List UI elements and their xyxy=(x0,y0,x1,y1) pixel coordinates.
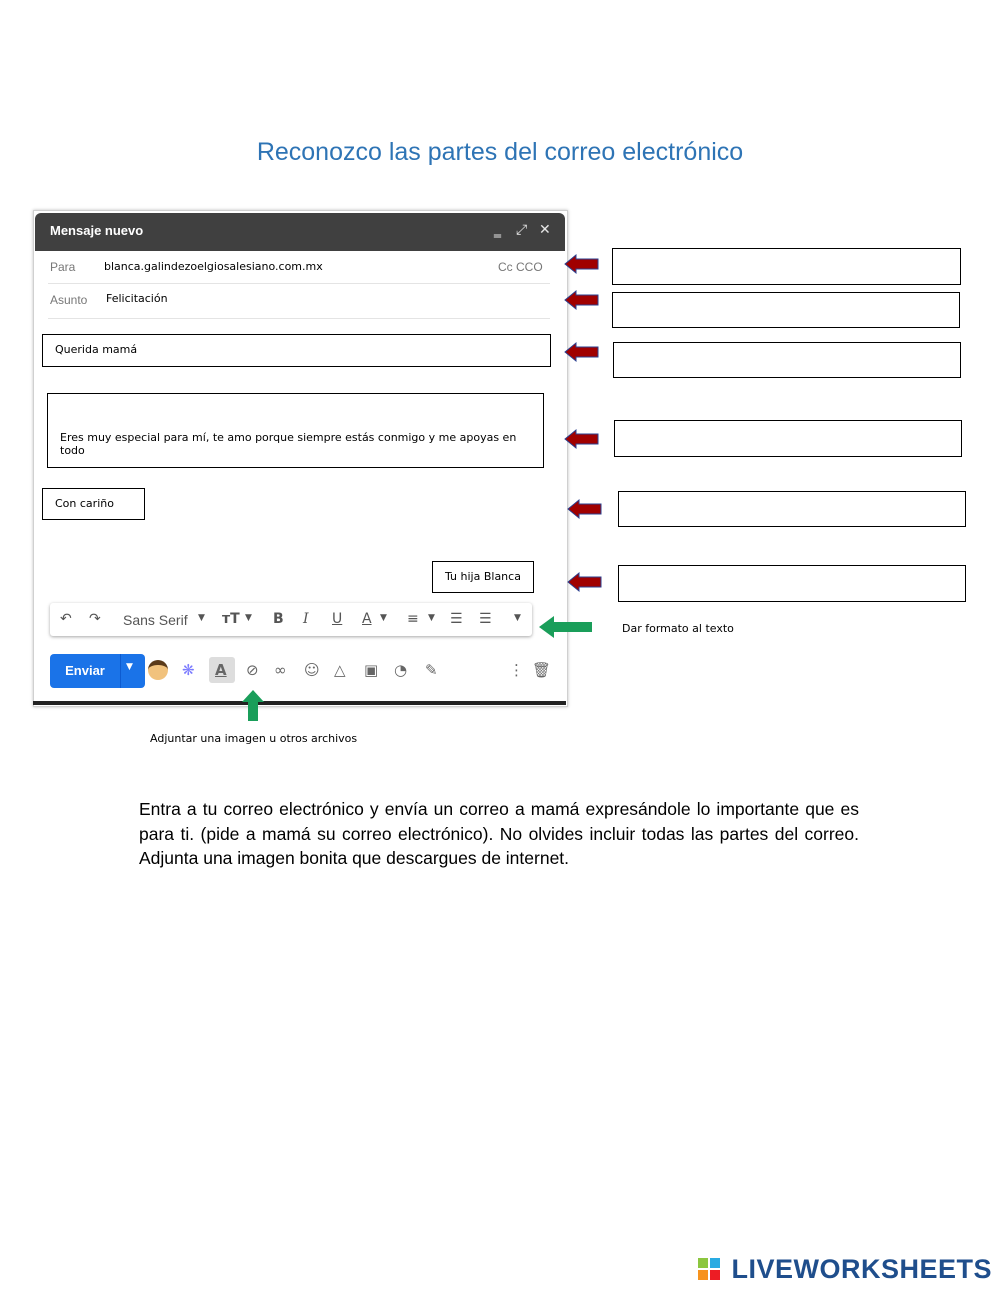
redo-icon[interactable]: ↷ xyxy=(89,611,101,627)
subject-field[interactable]: Felicitación xyxy=(106,292,168,305)
compose-bottom-border xyxy=(33,701,566,705)
close-icon[interactable]: ✕ xyxy=(539,222,551,238)
chevron-down-icon[interactable]: ▼ xyxy=(428,613,435,623)
underline-icon[interactable]: U xyxy=(332,611,343,627)
red-arrow xyxy=(565,255,598,273)
bulleted-list-icon[interactable]: ☰ xyxy=(479,611,492,627)
greeting-box: Querida mamá xyxy=(42,334,551,367)
more-options-icon[interactable]: ⋮ xyxy=(509,661,524,679)
format-text-icon[interactable]: A xyxy=(215,661,227,679)
red-arrow xyxy=(565,430,598,448)
image-icon[interactable]: ▣ xyxy=(364,661,379,679)
chevron-down-icon[interactable]: ▼ xyxy=(198,613,205,623)
answer-box-1[interactable] xyxy=(612,248,961,285)
green-arrow-up xyxy=(240,688,266,724)
compose-header-title: Mensaje nuevo xyxy=(50,223,144,238)
red-arrow xyxy=(568,500,601,518)
chevron-down-icon[interactable]: ▼ xyxy=(380,613,387,623)
cc-bcc-link[interactable]: Cc CCO xyxy=(498,260,543,274)
signature-pen-icon[interactable]: ✎ xyxy=(425,661,438,679)
avatar[interactable] xyxy=(148,660,168,680)
chevron-down-icon[interactable]: ▼ xyxy=(245,613,252,623)
divider xyxy=(120,654,121,688)
emoji-icon[interactable]: ☺ xyxy=(304,661,320,679)
to-field[interactable]: blanca.galindezoelgiosalesiano.com.mx xyxy=(104,260,323,273)
format-text-label: Dar formato al texto xyxy=(622,622,734,635)
send-button-label[interactable]: Enviar xyxy=(65,663,105,678)
to-label: Para xyxy=(50,260,76,274)
trash-icon[interactable]: 🗑 xyxy=(532,661,552,679)
red-arrow xyxy=(568,573,601,591)
closing-box: Con cariño xyxy=(42,488,145,520)
red-arrow xyxy=(565,291,598,309)
attach-label: Adjuntar una imagen u otros archivos xyxy=(150,732,358,745)
divider xyxy=(48,318,550,319)
link-icon[interactable]: ∞ xyxy=(274,661,287,679)
answer-box-5[interactable] xyxy=(618,491,966,527)
align-icon[interactable]: ≡ xyxy=(407,611,419,627)
liveworksheets-logo: LIVEWORKSHEETS xyxy=(731,1254,992,1284)
answer-box-2[interactable] xyxy=(612,292,960,328)
numbered-list-icon[interactable]: ☰ xyxy=(450,611,463,627)
answer-box-4[interactable] xyxy=(614,420,962,457)
answer-box-6[interactable] xyxy=(618,565,966,602)
green-arrow-right xyxy=(536,614,596,640)
minimize-icon[interactable]: ‗ xyxy=(494,222,501,238)
confidential-icon[interactable]: ◔ xyxy=(394,661,408,679)
sparkle-icon[interactable]: ❋ xyxy=(182,661,195,679)
send-options-icon[interactable]: ▼ xyxy=(126,662,133,672)
page-title: Reconozco las partes del correo electrónico xyxy=(256,138,744,166)
liveworksheets-logo-icon xyxy=(698,1258,720,1280)
divider xyxy=(48,283,550,284)
font-selector[interactable]: Sans Serif xyxy=(123,612,188,628)
text-color-icon[interactable]: A xyxy=(362,611,372,627)
red-arrows xyxy=(560,250,605,600)
font-size-icon[interactable]: ᴛT xyxy=(222,611,240,627)
expand-icon[interactable]: ⤢ xyxy=(516,222,528,238)
subject-label: Asunto xyxy=(50,293,88,307)
bold-icon[interactable]: B xyxy=(273,611,284,627)
body-box: Eres muy especial para mí, te amo porque siempre estás conmigo y me apoyas en todo xyxy=(47,393,544,468)
red-arrow xyxy=(565,343,598,361)
undo-icon[interactable]: ↶ xyxy=(60,611,72,627)
signature-box: Tu hija Blanca xyxy=(432,561,534,593)
drive-icon[interactable]: △ xyxy=(334,661,346,679)
instructions-paragraph: Entra a tu correo electrónico y envía un correo a mamá expresándole lo importante que es para ti. (pide a mamá su correo electrónico). No olvides incluir todas las partes del correo. Adjunta una imagen bonita que descargues de internet. xyxy=(139,799,859,868)
answer-box-3[interactable] xyxy=(613,342,961,378)
more-formatting-icon[interactable]: ▼ xyxy=(514,613,521,623)
paperclip-icon[interactable]: ⊘ xyxy=(246,661,259,679)
italic-icon[interactable]: I xyxy=(303,611,309,627)
